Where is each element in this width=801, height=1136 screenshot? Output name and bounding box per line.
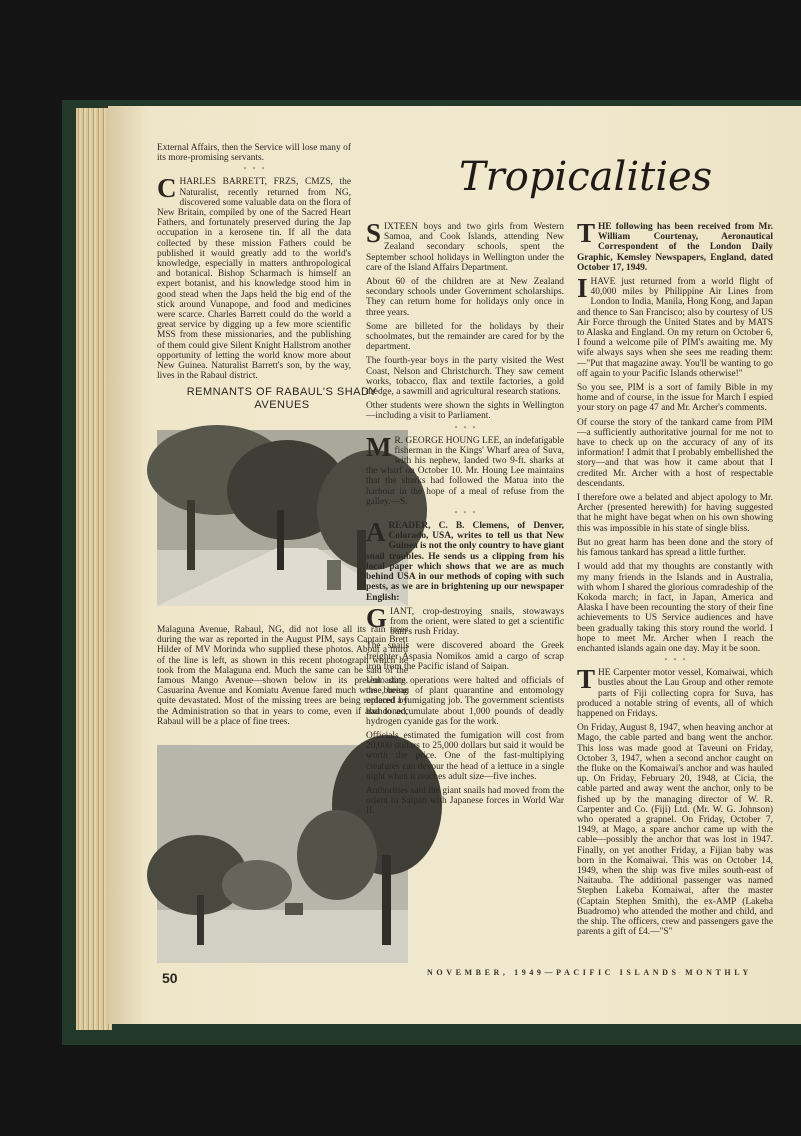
- drop-cap: I: [577, 273, 588, 304]
- letter-paragraph-4: I therefore owe a belated and abject apology to Mr. Archer (presented herewith) for having suggested that he might have begat when on his own showing this was impossible in his state of single bliss.: [577, 493, 773, 534]
- courtenay-intro-text: HE following has been received from Mr. William Courtenay, Aeronautical Correspondent of the London Daily Graphic, Kemsley Newspapers, England, dated October 17, 1949.: [577, 222, 773, 273]
- drop-cap: T: [577, 218, 596, 248]
- houng-lee-paragraph: [366, 431, 564, 507]
- drop-cap: S: [366, 218, 382, 248]
- separator: * * *: [454, 425, 476, 432]
- students-paragraph-1: [366, 218, 564, 273]
- drop-cap: T: [577, 664, 596, 695]
- students-paragraph-2: About 60 of the children are at New Zealand secondary schools under Government scholarships. They can return home for holidays only once in three years.: [366, 277, 564, 318]
- section-title-text: Tropicalities: [459, 154, 713, 200]
- drop-cap: M: [366, 431, 392, 462]
- letter-paragraph-1: [577, 273, 773, 379]
- reader-text: READER, C. B. Clemens, of Denver, Colorado, USA, writes to tell us that New Guinea is not the only country to have giant snail troubles. He sends us a clipping from his local paper which shows that we are as much behind USA in our methods of coping with such pests, as we are in brightening up our newspaper English:: [366, 521, 564, 603]
- students-paragraph-3: Some are billeted for the holidays by their schoolmates, but the remainder are cared for by the department.: [366, 321, 564, 353]
- drop-cap: G: [366, 602, 388, 633]
- running-footer: NOVEMBER, 1949—PACIFIC ISLANDS MONTHLY: [427, 968, 752, 977]
- photo-caption: REMNANTS OF RABAUL'S SHADY AVENUES: [186, 386, 378, 411]
- separator: * * *: [664, 658, 686, 665]
- letter-paragraph-3: Of course the story of the tankard came from PIM—a sufficiently authoritative journal for me not to have to check up on the accuracy of any of its information! I admit that I probably embellished the story—and that was how it came about that I credited Mr. Archer with a host of respectable descendants.: [577, 417, 773, 489]
- courtenay-intro: [577, 218, 773, 273]
- column-3: [577, 218, 773, 941]
- letter-text-1: HAVE just returned from a world flight of 40,000 miles by Philippine Air Lines from London to India, Manila, Hong Kong, and Japan and thence to San Francisco; also by courtesy of US Air Force through the United States and by MATS to Alaska and England. On my return on October 6, I found a welcome pile of PIM's awaiting me. My wife always says when she sees me reading them:—"Put that magazine away. You'll be wanting to go off again to your Pacific Islands otherwise!": [577, 277, 773, 379]
- barrett-text: HARLES BARRETT, FRZS, CMZS, the Naturalist, recently returned from NG, discovered some valuable data on the flora of New Britain, compiled by one of the Sacred Heart Fathers, and fortunately preserved during the Jap occupation in a kerosene tin. If all the data collected by these mission Fathers could be published it would greatly add to the world's knowledge, especially in matters anthropological and botanical. Bishop Scharmach is himself an expert botanist, and his knowledge stood him in good stead when the Japs held the big end of the stick around Vunapope, and food and medicines were scarce. Charles Barrett could do the world a great service by digging up a few more scientific MSS from these missionaries, and the publishing of them could give Silent Knight Hallstrom another opportunity of letting the world know more about New Guinea. Naturalist Barrett's son, by the way, lives in the Rabaul district.: [157, 177, 351, 382]
- section-title: [455, 142, 713, 212]
- snails-paragraph-1: [366, 602, 564, 638]
- letter-paragraph-6: I would add that my thoughts are constantly with my many friends in the Islands and in Australia, with whom I shared the glorious comradeship of the Kokoda march; in fact, in Japan, America and Alaska I have been recounting the story of their fine achievements to US Service audiences and have been gradually taking this story round the world. I hope to meet Mr. Archer when I reach the enchanted islands again one day. May it be soon.: [577, 562, 773, 654]
- drop-cap: A: [366, 517, 386, 548]
- komaiwai-text-1: HE Carpenter motor vessel, Komaiwai, which bustles about the Lau Group and other remote parts of Fiji collecting copra for Suva, has produced a notable string of events, all of which happened on Fridays.: [577, 668, 773, 719]
- students-paragraph-5: Other students were shown the sights in Wellington—including a visit to Parliament.: [366, 401, 564, 422]
- snails-text-1: IANT, crop-destroying snails, stowaways from the orient, were slated to get a scientific bum's rush Friday.: [390, 606, 564, 638]
- column-1-top: [157, 143, 351, 385]
- snails-paragraph-2: The snails were discovered aboard the Greek freighter Aspasia Nomikos amid a cargo of scrap iron from the Pacific island of Saipan.: [366, 641, 564, 672]
- snails-paragraph-4: Officials estimated the fumigation will cost from 20,000 dollars to 25,000 dollars but said it would be worth the price. One of the fast-multiplying creatures can devour the head of a lettuce in a single night when it reaches adult size—five inches.: [366, 730, 564, 782]
- barrett-paragraph: [157, 173, 351, 382]
- students-paragraph-4: The fourth-year boys in the party visited the West Coast, Nelson and Christchurch. They saw cement works, tobacco, flax and textile factories, a gold dredge, a sawmill and agricultural research stations.: [366, 356, 564, 398]
- snails-paragraph-5: Authorities said the giant snails had moved from the orient to Saipan with Japanese forces in World War II.: [366, 785, 564, 817]
- letter-paragraph-2: So you see, PIM is a sort of family Bible in my home and of course, in the issue for March I espied your story on page 47 and Mr. Archer's comments.: [577, 383, 773, 414]
- snails-paragraph-3: Unloading operations were halted and officials of the bureau of plant quarantine and entomology ordered a fumigating job. The government scientists had to accumulate about 1,000 pounds of deadly hydrogen cyanide gas for the work.: [366, 675, 564, 727]
- column-2: [366, 218, 564, 821]
- reader-paragraph: [366, 517, 564, 603]
- malaguna-paragraph: Malaguna Avenue, Rabaul, NG, did not lose all its rain trees during the war as reported in the August PIM, says Captain Brett Hilder of MV Morinda who supplied these photos. About a third of the line is left, as shown in this recent photograph which he took from the Malaguna end. Much the same can be said of the famous Mango Avenue—shown below in its present state. Casuarina Avenue and Komiatu Avenue fared much worse, being quite devastated. Most of the missing trees are being replaced by the Administration so that in years to come, even if abandoned, Rabaul will be a place of fine trees.: [157, 625, 408, 727]
- drop-cap: C: [157, 173, 177, 204]
- intro-paragraph: External Affairs, then the Service will lose many of its more-promising servants.: [157, 143, 351, 164]
- page-number: 50: [162, 970, 178, 986]
- separator: * * *: [454, 511, 476, 518]
- komaiwai-paragraph-2: On Friday, August 8, 1947, when heaving anchor at Mago, the cable parted and bang went the anchor. This loss was made good at Taveuni on Friday, October 3, 1947, when a second anchor caught on the fluke on the Komaiwai's anchor and was hauled up. On Friday, February 20, 1948, at Cicia, the cable parted and away went the anchor, only to be fished up by the managing director of W. R. Carpenter and Co. (Fiji) Ltd. (Mr. W. G. Johnson) who operated a grapnel. On Friday, October 7, 1949, at Mago, a spare anchor came up with the cable—possibly the anchor that was lost in 1947. Finally, on yet another Friday, a Fijian baby was born in the Komaiwai. This was on October 14, 1949, when the ship was five miles south-east of Naitauba. The additional passenger was named Stephen Lakeba Komaiwai, after the master (Captain Stephen Smith), the ex-AMP (Lakeba Buadromo) who attended the mother and child, and the ship. The officers, crew and passengers gave the parents a gift of £4.—"S": [577, 723, 773, 938]
- separator: * * *: [243, 167, 265, 174]
- letter-paragraph-5: But no great harm has been done and the story of his famous tankard has spread a little further.: [577, 537, 773, 559]
- students-text-1: IXTEEN boys and two girls from Western Samoa, and Cook Islands, attending New Zealand secondary schools, spent the September school holidays in Wellington under the care of the Island Affairs Department.: [366, 222, 564, 273]
- page-edges: [76, 108, 112, 1030]
- houng-lee-text: R. GEORGE HOUNG LEE, an indefatigable fisherman in the Kings' Wharf area of Suva, with his nephew, landed two 9-ft. sharks at the wharf on October 10. Mr. Houng Lee maintains that the sharks had followed the Matua into the harbour in the hope of a meal of refuse from the galley.—S.: [366, 435, 564, 507]
- komaiwai-paragraph-1: [577, 664, 773, 719]
